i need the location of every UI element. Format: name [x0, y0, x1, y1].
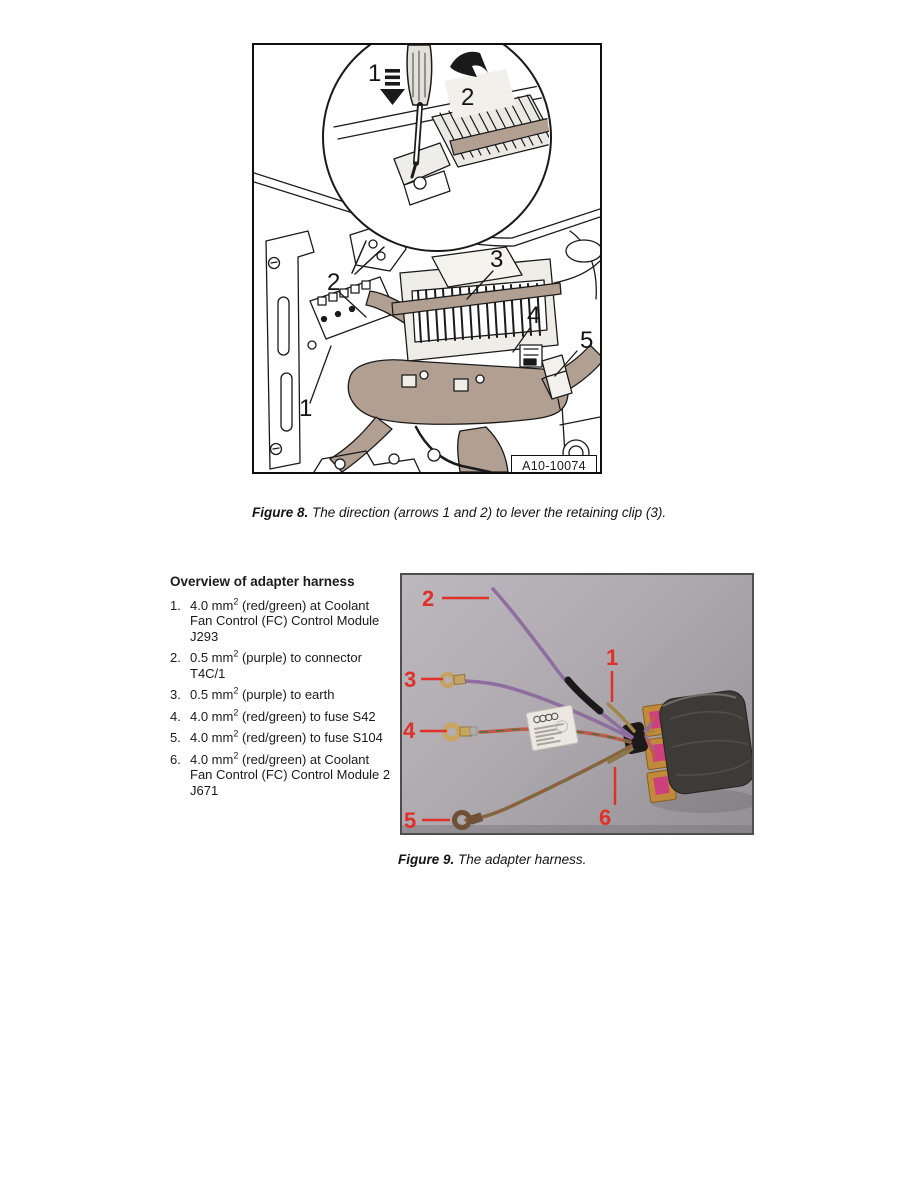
- item-number: 6.: [170, 751, 181, 767]
- small-connector: [520, 345, 542, 367]
- terminal-slot: [653, 776, 669, 795]
- wire-desc: (red/green) to fuse S42: [238, 708, 376, 724]
- wire-size: 4.0 mm: [190, 730, 234, 745]
- inset-callout-1: 1: [368, 60, 382, 87]
- harness-item-4: [170, 709, 394, 725]
- item-text: [190, 730, 383, 746]
- connector-assembly: [637, 689, 752, 803]
- item-number: 5.: [170, 730, 181, 745]
- part-label: [526, 705, 578, 750]
- engine-bay-drawing: [254, 45, 600, 472]
- figure8-caption-text: The direction (arrows 1 and 2) to lever the retaining clip (3).: [308, 504, 667, 520]
- harness-item-2: [170, 650, 394, 681]
- photo-callout-2: 2: [422, 586, 435, 611]
- wire-desc: (red/green) to fuse S104: [238, 730, 383, 745]
- adapter-harness-photo: [402, 575, 752, 833]
- item-number: 1.: [170, 597, 181, 613]
- harness-item-5: [170, 730, 394, 746]
- photo-callout-4: 4: [403, 718, 416, 743]
- item-text: [190, 752, 394, 799]
- callout-5: 5: [580, 327, 594, 354]
- wire-size-sup: 2: [233, 707, 239, 718]
- image-code-label: A10-10074: [511, 455, 597, 474]
- wire-desc: (red/green) at Coolant Fan Control (FC) Control Module 2 J671: [190, 751, 391, 798]
- harness-overview-title: Overview of adapter harness: [170, 574, 355, 589]
- item-number: 4.: [170, 708, 181, 724]
- figure8-illustration: [252, 43, 602, 474]
- item-number: 2.: [170, 650, 181, 665]
- wire-size-sup: 2: [233, 750, 239, 761]
- red-leaders: [420, 598, 615, 820]
- wire-size-sup: 2: [233, 596, 239, 607]
- fork-terminal-4: [445, 725, 459, 739]
- wire-desc: (purple) to earth: [238, 687, 335, 702]
- photo-callout-1: 1: [606, 645, 619, 670]
- wire-size-sup: 2: [233, 728, 239, 739]
- callout-4: 4: [527, 302, 541, 329]
- wire-desc: (red/green) at Coolant Fan Control (FC) Control Module J293: [190, 597, 380, 644]
- ring-terminal-5: [455, 813, 470, 828]
- wire-size: 0.5 mm: [190, 687, 234, 702]
- callout-1: 1: [299, 395, 313, 422]
- wire-size: 0.5 mm: [190, 650, 234, 665]
- figure8-caption-label: Figure 8.: [252, 504, 309, 520]
- callout-2: 2: [327, 269, 341, 296]
- ring-terminal-3: [442, 674, 454, 686]
- harness-overview: [170, 574, 394, 804]
- figure8-caption: [252, 505, 666, 520]
- wire-size-sup: 2: [233, 648, 239, 659]
- inset-callout-2: 2: [461, 84, 475, 111]
- photo-callout-5: 5: [404, 808, 417, 833]
- harness-item-1: [170, 598, 394, 645]
- figure9-photo: [400, 573, 754, 835]
- photo-callout-6: 6: [599, 805, 612, 830]
- wires: [459, 589, 655, 820]
- terminals: [442, 674, 483, 828]
- wire-size-sup: 2: [233, 685, 239, 696]
- callout-3: 3: [490, 246, 504, 273]
- harness-item-6: [170, 752, 394, 799]
- harness-item-3: [170, 687, 394, 703]
- item-text: [190, 687, 334, 703]
- figure9-caption: [398, 852, 586, 867]
- item-text: [190, 650, 394, 681]
- wire-2-sleeve: [568, 680, 600, 711]
- wire-size: 4.0 mm: [190, 708, 234, 724]
- item-text: [190, 709, 376, 725]
- photo-callout-3: 3: [404, 667, 417, 692]
- wire-size: 4.0 mm: [190, 597, 234, 613]
- wire-desc: (purple) to connector T4C/1: [190, 650, 362, 681]
- figure9-caption-label: Figure 9.: [398, 851, 455, 867]
- item-text: [190, 598, 394, 645]
- wire-size: 4.0 mm: [190, 751, 234, 767]
- figure9-caption-text: The adapter harness.: [454, 851, 587, 867]
- item-number: 3.: [170, 687, 181, 702]
